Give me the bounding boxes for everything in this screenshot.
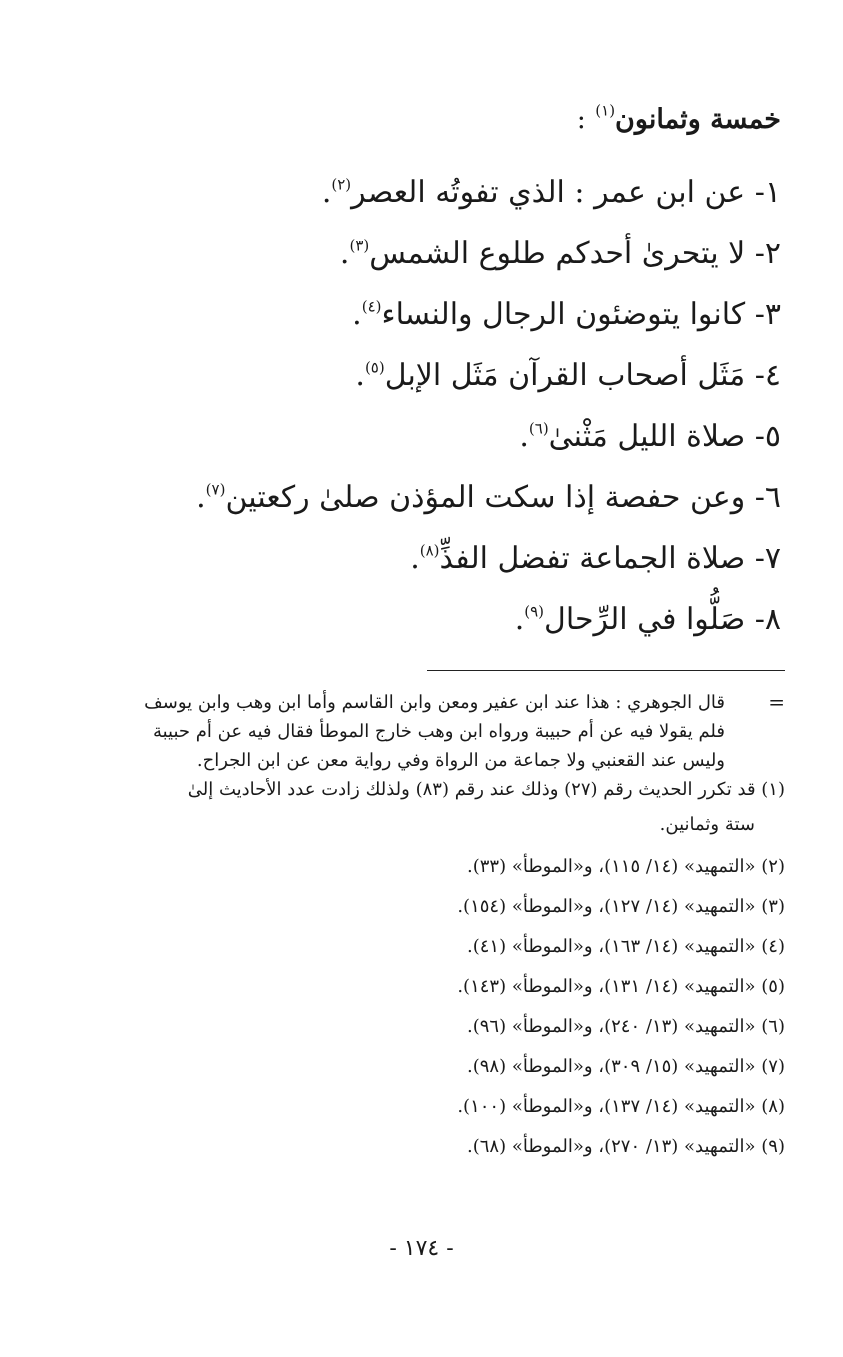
footnote-reference: (٤) «التمهيد» (١٤/ ١٦٣)، و«الموطأ» (٤١). — [467, 936, 785, 957]
footnote-ref: (٩) — [524, 602, 545, 621]
footnote-separator — [427, 670, 785, 671]
hadith-item: ١- عن ابن عمر : الذي تفوتُه العصر$^{(٢)}$. — [321, 175, 781, 210]
footnote-ref: (٣) — [349, 236, 370, 255]
footnote-reference: (٢) «التمهيد» (١٤/ ١١٥)، و«الموطأ» (٣٣). — [467, 856, 785, 877]
footnote-line: ستة وثمانين. — [659, 814, 755, 835]
continued-footnote — [40, 688, 785, 775]
section-heading — [576, 101, 781, 135]
footnote-ref: (١) — [595, 101, 616, 120]
footnote-line: فلم يقولا فيه عن أم حبيبة ورواه ابن وهب خارج الموطأ فقال فيه عن أم حبيبة — [152, 721, 725, 742]
hadith-item: ٦- وعن حفصة إذا سكت المؤذن صلىٰ ركعتين$^{(٧)}$. — [196, 480, 781, 515]
page-number: - ١٧٤ - — [389, 1236, 454, 1261]
continuation-mark: = — [768, 690, 785, 714]
hadith-list — [196, 170, 781, 658]
footnote-reference: (٣) «التمهيد» (١٤/ ١٢٧)، و«الموطأ» (١٥٤). — [457, 896, 785, 917]
footnote-line: قال الجوهري : هذا عند ابن عفير ومعن وابن القاسم وأما ابن وهب وابن يوسف — [144, 692, 725, 713]
footnote-ref: (٨) — [419, 541, 440, 560]
heading-colon: : — [576, 104, 586, 135]
footnote-ref: (٢) — [331, 175, 352, 194]
hadith-item: ٤- مَثَل أصحاب القرآن مَثَل الإبل$^{(٥)}$. — [355, 358, 781, 393]
footnote-line: وليس عند القعنبي ولا جماعة من الرواة وفي رواية معن عن ابن الجراح. — [196, 750, 725, 771]
footnote-reference: (٩) «التمهيد» (١٣/ ٢٧٠)، و«الموطأ» (٦٨). — [467, 1136, 785, 1157]
footnote-line: (١) قد تكرر الحديث رقم (٢٧) وذلك عند رقم (٨٣) ولذلك زادت عدد الأحاديث إلىٰ — [187, 779, 785, 800]
hadith-item: ٨- صَلُّوا في الرِّحال$^{(٩)}$. — [514, 602, 781, 637]
footnote-ref: (٥) — [364, 358, 385, 377]
hadith-item: ٧- صلاة الجماعة تفضل الفذِّ$^{(٨)}$. — [410, 541, 781, 576]
footnote-reference: (٥) «التمهيد» (١٤/ ١٣١)، و«الموطأ» (١٤٣). — [457, 976, 785, 997]
footnote-ref: (٧) — [205, 480, 226, 499]
footnote-reference: (٨) «التمهيد» (١٤/ ١٣٧)، و«الموطأ» (١٠٠). — [457, 1096, 785, 1117]
hadith-item: ٣- كانوا يتوضئون الرجال والنساء$^{(٤)}$. — [352, 297, 781, 332]
heading-text: خمسة وثمانون — [615, 104, 781, 135]
hadith-item: ٢- لا يتحرىٰ أحدكم طلوع الشمس$^{(٣)}$. — [339, 236, 781, 271]
footnote-1 — [40, 775, 785, 839]
footnote-ref: (٦) — [528, 419, 549, 438]
reference-footnotes — [40, 847, 785, 1167]
hadith-item: ٥- صلاة الليل مَثْنىٰ$^{(٦)}$. — [519, 419, 781, 454]
footnote-reference: (٧) «التمهيد» (١٥/ ٣٠٩)، و«الموطأ» (٩٨). — [467, 1056, 785, 1077]
footnotes — [40, 688, 785, 1167]
footnote-reference: (٦) «التمهيد» (١٣/ ٢٤٠)، و«الموطأ» (٩٦). — [467, 1016, 785, 1037]
footnote-ref: (٤) — [361, 297, 382, 316]
